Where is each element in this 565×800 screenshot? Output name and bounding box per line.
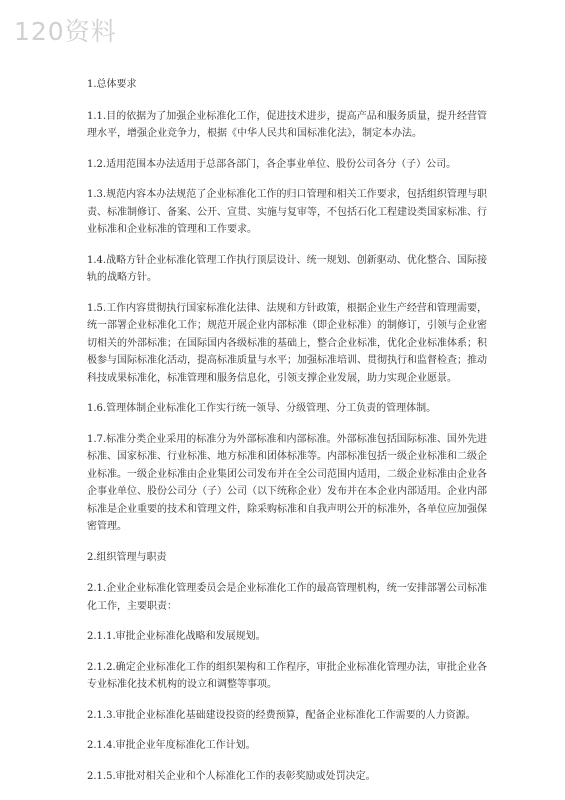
- paragraph-1-6: 1.6.管理体制企业标准化工作实行统一领导、分级管理、分工负责的管理体制。: [87, 403, 437, 414]
- paragraph-2-1-1: 2.1.1.审批企业标准化战略和发展规划。: [87, 631, 266, 642]
- paragraph-1-1: 1.1.目的依据为了加强企业标准化工作，促进技术进步，提高产品和服务质量，提升经营管理水平，增强企业竞争力，根据《中华人民共和国标准化法》，制定本办法。: [87, 110, 487, 139]
- paragraph-1-5: 1.5.工作内容贯彻执行国家标准化法律、法规和方针政策，根据企业生产经营和管理需要，统一部署企业标准化工作；规范开展企业内部标准（即企业标准）的制修订，引领与企业密切相关的外部标准；在国际国内各级标准的基础上，整合企业标准，优化企业标准体系；积极参与国际标准化活动，提高标准质量与水平；加强标准培训、贯彻执行和监督检查；推动科技成果标准化，标准管理和服务信息化，引领支撑企业发展，助力实现企业愿景。: [87, 302, 487, 384]
- paragraph-2-1-2: 2.1.2.确定企业标准化工作的组织架构和工作程序，审批企业标准化管理办法，审批企业各专业标准化技术机构的设立和调整等事项。: [87, 661, 487, 690]
- watermark-logo: 120资料: [14, 17, 117, 46]
- paragraph-1-3: 1.3.规范内容本办法规范了企业标准化工作的归口管理和相关工作要求，包括组织管理与职责、标准制修订、备案、公开、宣贯、实施与复审等，不包括石化工程建设类国家标准、行业标准和企业标准的管理和工作要求。: [87, 189, 487, 235]
- section-heading: 2.组织管理与职责: [87, 551, 167, 563]
- paragraph-2-1: 2.1.企业企业标准化管理委员会是企业标准化工作的最高管理机构，统一安排部署公司标准化工作，主要职责：: [87, 583, 487, 612]
- paragraph-1-4: 1.4.战略方针企业标准化管理工作执行顶层设计、统一规划、创新驱动、优化整合、国际接轨的战略方针。: [87, 254, 487, 283]
- paragraph-1-2: 1.2.适用范围本办法适用于总部各部门，各企事业单位、股份公司各分（子）公司。: [87, 158, 457, 170]
- paragraph-2-1-5: 2.1.5.审批对相关企业和个人标准化工作的表彰奖励或处罚决定。: [87, 770, 376, 782]
- section-heading: 1.总体要求: [87, 79, 137, 90]
- paragraph-1-7: 1.7.标准分类企业采用的标准分为外部标准和内部标准。外部标准包括国际标准、国外先进标准、国家标准、行业标准、地方标准和团体标准等。内部标准包括一级企业标准和二级企业标准。一级企业标准由企业集团公司发布并在全公司范围内适用，二级企业标准由企业各企事业单位、股份公司分（子）公司（以下统称企业）发布并在本企业内部适用。企业内部标准是企业重要的技术和管理文件，除采购标准和自我声明公开的标准外，各单位应加强保密管理。: [87, 433, 487, 532]
- paragraph-2-1-4: 2.1.4.审批企业年度标准化工作计划。: [87, 740, 256, 751]
- paragraph-2-1-3: 2.1.3.审批企业标准化基础建设投资的经费预算，配备企业标准化工作需要的人力资源。: [87, 709, 476, 721]
- document-body: [87, 76, 487, 798]
